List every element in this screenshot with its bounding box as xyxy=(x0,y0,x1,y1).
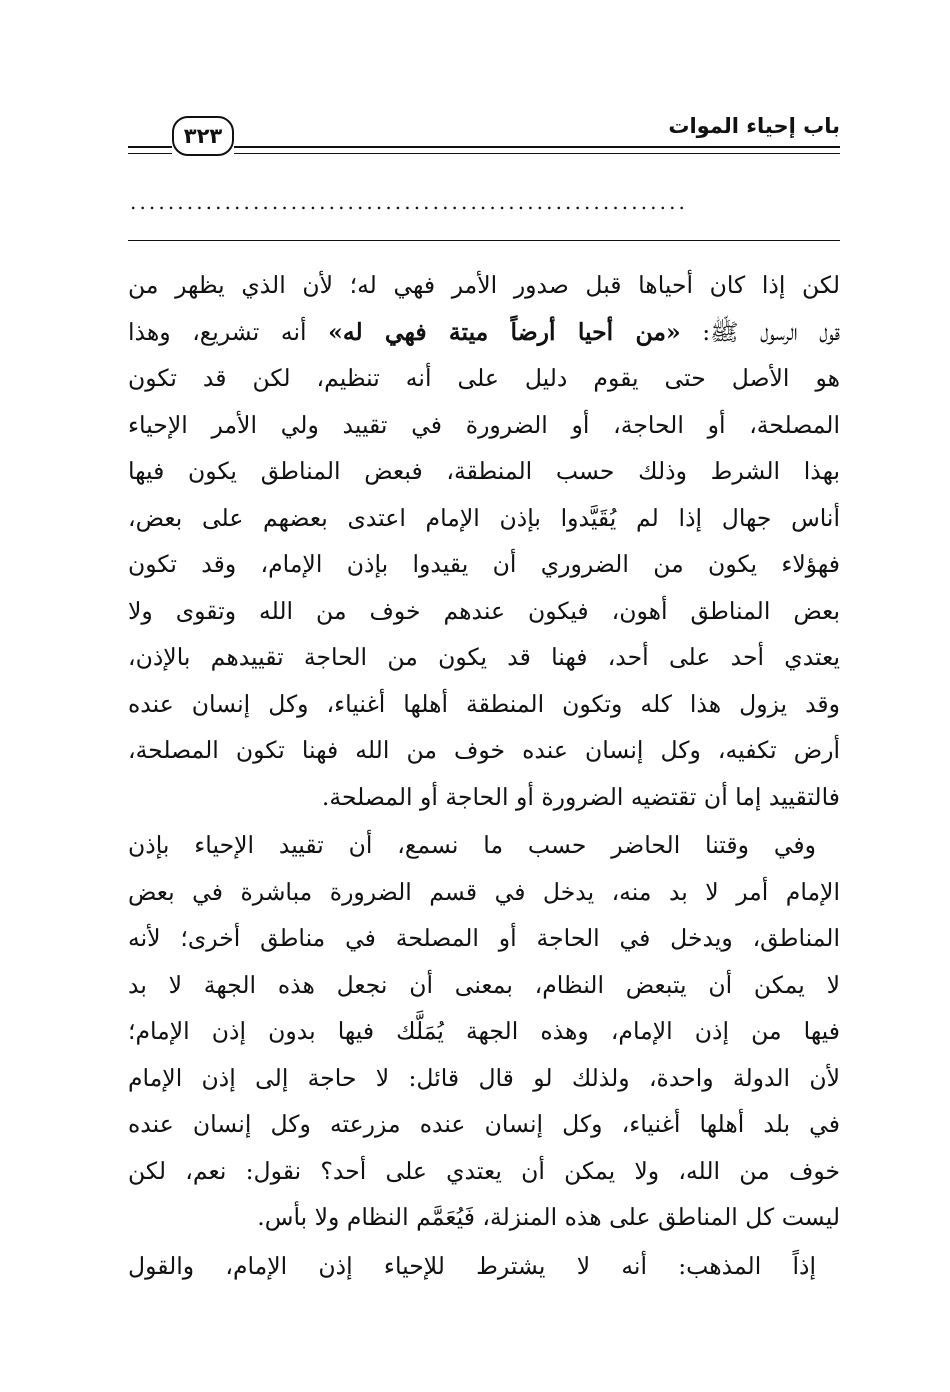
text-line: أناس جهال إذا لم يُقَيَّدوا بإذن الإمام اعتدى بعضهم على بعض، xyxy=(128,503,840,532)
page-header xyxy=(128,112,840,164)
line-prefix: قول الرسول ﷺ: xyxy=(680,317,840,346)
text-line: هو الأصل حتى يقوم دليل على أنه تنظيم، لكن قد تكون xyxy=(128,364,840,392)
paragraph-2 xyxy=(128,822,840,1241)
hadith-quote: «من أحيا أرضاً ميتة فهي له» xyxy=(328,317,681,346)
text-line: في بلد أهلها أغنياء، وكل إنسان عنده مزرعته وكل إنسان عنده xyxy=(128,1110,840,1138)
text-line: فالتقييد إما أن تقتضيه الضرورة أو الحاجة أو المصلحة. xyxy=(321,782,840,811)
paragraph-3 xyxy=(128,1243,840,1290)
text-line: أرض تكفيه، وكل إنسان عنده خوف من الله فهنا تكون المصلحة، xyxy=(128,736,840,764)
text-line: إذاً المذهب: أنه لا يشترط للإحياء إذن الإمام، والقول xyxy=(128,1251,816,1280)
footnote-separator-line xyxy=(128,240,840,241)
text-line: المناطق، ويدخل في الحاجة أو المصلحة في مناطق أخرى؛ لأنه xyxy=(128,924,840,952)
text-line: يعتدي أحد على أحد، فهنا قد يكون من الحاجة تقييدهم بالإذن، xyxy=(128,643,840,671)
text-line: لأن الدولة واحدة، ولذلك لو قال قائل: لا حاجة إلى إذن الإمام xyxy=(128,1063,840,1092)
text-line: فهؤلاء يكون من الضروري أن يقيدوا بإذن الإمام، وقد تكون xyxy=(128,550,840,578)
text-line: ليست كل المناطق على هذه المنزلة، فَيُعَمَّم النظام ولا بأس. xyxy=(257,1203,840,1231)
text-line: بعض المناطق أهون، فيكون عندهم خوف من الله وتقوى ولا xyxy=(128,596,840,625)
header-double-rule-left xyxy=(128,146,172,154)
dotted-separator: ........................................................... xyxy=(130,190,688,214)
text-line: فيها من إذن الإمام، وهذه الجهة يُمَلَّك فيها بدون إذن الإمام؛ xyxy=(128,1017,840,1045)
text-line: بهذا الشرط وذلك حسب المنطقة، فبعض المناطق يكون فيها xyxy=(128,457,840,485)
text-line: خوف من الله، ولا يمكن أن يعتدي على أحد؟ نقول: نعم، لكن xyxy=(128,1156,840,1185)
text-line: وقد يزول هذا كله وتكون المنطقة أهلها أغنياء، وكل إنسان عنده xyxy=(128,689,840,718)
text-line: المصلحة، أو الحاجة، أو الضرورة في تقييد ولي الأمر الإحياء xyxy=(128,410,840,439)
page-number: ٣٢٣ xyxy=(172,116,234,156)
text-line: لا يمكن أن يتبعض النظام، بمعنى أن نجعل هذه الجهة لا بد xyxy=(128,970,840,999)
header-double-rule-right xyxy=(234,146,840,154)
paragraph-1 xyxy=(128,262,840,820)
body-text xyxy=(128,262,840,1289)
text-line: لكن إذا كان أحياها قبل صدور الأمر فهي له؛ لأن الذي يظهر من xyxy=(128,271,840,299)
chapter-title: باب إحياء الموات xyxy=(668,114,840,138)
line-suffix: أنه تشريع، وهذا xyxy=(128,317,329,346)
text-line: الإمام أمر لا بد منه، يدخل في قسم الضرورة مباشرة في بعض xyxy=(128,877,840,906)
text-line-with-hadith xyxy=(128,309,840,356)
text-line: وفي وقتنا الحاضر حسب ما نسمع، أن تقييد الإحياء بإذن xyxy=(128,831,816,859)
